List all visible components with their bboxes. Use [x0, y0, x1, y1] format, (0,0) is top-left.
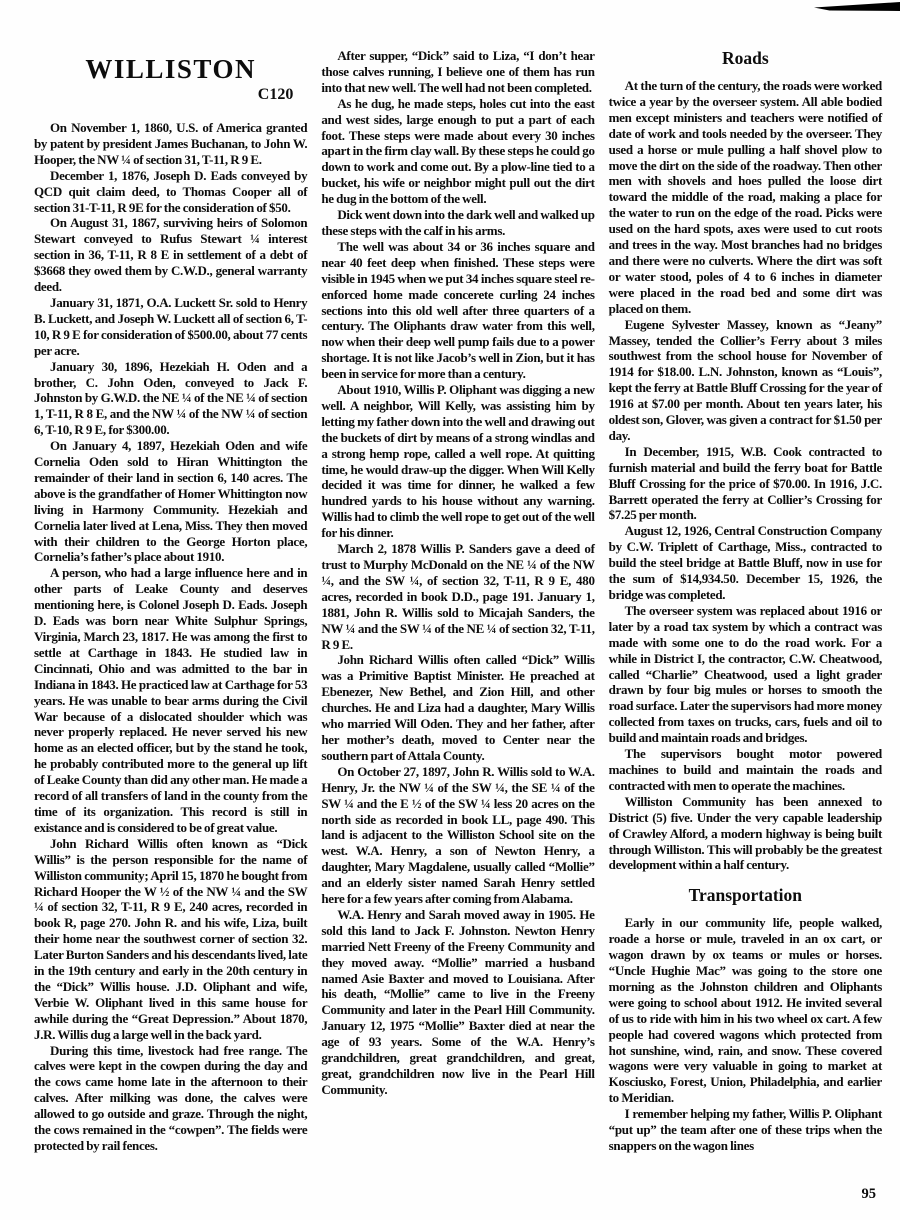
paragraph: January 31, 1871, O.A. Luckett Sr. sold to Henry B. Luckett, and Joseph W. Luckett all of section 6, T-10, R 9 E for consideration of $500.00, about 77 cents per acre.: [34, 294, 308, 358]
paragraph: In December, 1915, W.B. Cook contracted to furnish material and build the ferry boat for Battle Bluff Crossing for the price of $70.00. In 1916, J.C. Barrett operated the ferry at Collier’s Crossing for $7.25 per month.: [608, 443, 882, 523]
paragraph: The supervisors bought motor powered machines to build and maintain the roads and contracted with men to operate the machines.: [608, 746, 882, 793]
page-title: WILLISTON: [85, 54, 256, 84]
paragraph: December 1, 1876, Joseph D. Eads conveyed by QCD quit claim deed, to Thomas Cooper all of section 31-T-11, R 9E for the consideration of $50.: [34, 167, 308, 215]
paragraph: August 12, 1926, Central Construction Company by C.W. Triplett of Carthage, Miss., contracted to build the steel bridge at Battle Bluff, now in use for the sum of $14,934.50. December 15, 1926, the bridge was completed.: [608, 523, 882, 602]
column-1: [34, 48, 307, 1154]
paragraph: Williston Community has been annexed to District (5) five. Under the very capable leadership of Crawley Alford, a modern highway is being built through Williston. This will probably be the greatest development within a half century.: [608, 793, 882, 873]
column-3: [609, 48, 882, 1154]
paragraph: About 1910, Willis P. Oliphant was digging a new well. A neighbor, Will Kelly, was assisting him by letting my father down into the well and drawing out the buckets of dirt by means of a strong windlas and a strong hemp rope, called a well rope. At quitting time, he would draw-up the digger. When Will Kelly decided it was time for dinner, he walked a few hundred yards to his house without any warning. Willis had to climb the well rope to get out of the well for his dinner.: [321, 382, 595, 541]
paragraph: The well was about 34 or 36 inches square and near 40 feet deep when finished. These steps were visible in 1945 when we put 34 inches square steel re-enforced home made concerete curling 24 inches sections into this old well after three quarters of a century. The Oliphants draw water from this well, now when their deep well pump fails due to a power shortage. It is not like Jacob’s well in Zion, but it has been in service for more than a century.: [321, 238, 595, 382]
paragraph: On August 31, 1867, surviving heirs of Solomon Stewart conveyed to Rufus Stewart ¼ interest section in 36, T-11, R 8 E in settlement of a debt of $3668 they owed them by C.W.D., general warranty deed.: [34, 215, 308, 295]
section-code: C120: [257, 86, 294, 103]
paragraph: I remember helping my father, Willis P. Oliphant “put up” the team after one of these trips when the snappers on the wagon lines: [608, 1106, 882, 1153]
paragraph: January 30, 1896, Hezekiah H. Oden and a brother, C. John Oden, conveyed to Jack F. Johnston by G.W.D. the NE ¼ of the NE ¼ of section 1, T-11, R 8 E, and the NW ¼ of the NW ¼ of section 6, T-10, R 9 E, for $300.00.: [34, 358, 308, 438]
paragraph: On November 1, 1860, U.S. of America granted by patent by president James Buchanan, to John W. Hooper, the NW ¼ of section 31, T-11, R 9 E.: [34, 120, 308, 167]
paragraph: A person, who had a large influence here and in other parts of Leake County and deserves mentioning here, is Colonel Joseph D. Eads. Joseph D. Eads was born near White Sulphur Springs, Virginia, March 23, 1817. He was among the first to settle at Carthage in 1843. He studied law in Cincinnati, Ohio and was admitted to the bar in Indiana in 1843. He practiced law at Carthage for 53 years. He was unable to bear arms during the Civil War because of a dislocated shoulder which was never properly replaced. He never served his new home as an elected officer, but by the stand he took, he probably contributed more to the general up lift of Leake County than did any other man. He made a record of all transfers of land in the county from the time of its organization. This record is still in existance and is considered to be of great value.: [34, 565, 308, 835]
column-2: [321, 48, 594, 1154]
paragraph: The overseer system was replaced about 1916 or later by a road tax system by which a contract was made with some one to do the road work. For a while in District I, the contractor, C.W. Cheatwood, called “Charlie” Cheatwood, used a light grader drawn by four big mules or horses to smooth the road surface. Later the supervisors had more money collected from taxes on trucks, cars, fuels and oil to build and maintain roads and bridges.: [608, 602, 882, 746]
paragraph: March 2, 1878 Willis P. Sanders gave a deed of trust to Murphy McDonald on the NE ¼ of the NW ¼, and the SW ¼, of section 32, T-11, R 9 E, 480 acres, recorded in book D.D., page 191. January 1, 1881, John R. Willis sold to Micajah Sanders, the NW ¼ and the SW ¼ of the NE ¼ of section 32, T-11, R 9 E.: [321, 541, 595, 652]
paragraph: Dick went down into the dark well and walked up these steps with the calf in his arms.: [321, 207, 595, 238]
paragraph: John Richard Willis often called “Dick” Willis was a Primitive Baptist Minister. He preached at Ebenezer, New Bethel, and Zion Hill, and other churches. He and Liza had a daughter, Mary Willis who married Will Oden. They and her father, after her mother’s death, moved to Center near the southern part of Attala County.: [321, 652, 595, 763]
paragraph: On January 4, 1897, Hezekiah Oden and wife Cornelia Oden sold to Hiran Whittington the remainder of their land in section 6, 140 acres. The above is the grandfather of Homer Whittington now living in Harmony Community. Hezekiah and Cornelia later lived at Lena, Miss. They then moved with their children to the George Horton place, Cornelia’s father’s place about 1910.: [34, 438, 308, 565]
paragraph: On October 27, 1897, John R. Willis sold to W.A. Henry, Jr. the NW ¼ of the SW ¼, the SE ¼ of the SW ¼ and the E ½ of the SW ¼ less 20 acres on the north side as recorded in book LL, page 490. This land is adjacent to the Williston School site on the west. W.A. Henry, a son of Newton Henry, a daughter, Mary Magdalene, usually called “Mollie” and an elderly sister named Sarah Henry settled here for a few years after coming from Alabama.: [321, 763, 595, 907]
paragraph: During this time, livestock had free range. The calves were kept in the cowpen during the day and the cows came home late in the afternoon to their calves. After milking was done, the calves were allowed to go outside and graze. Through the night, the cows remained in the “cowpen”. The fields were protected by rail fences.: [34, 1042, 308, 1153]
paragraph: Eugene Sylvester Massey, known as “Jeany” Massey, tended the Collier’s Ferry about 3 miles southwest from the school house for November of 1914 for $18.00. L.N. Johnston, known as “Louis”, kept the ferry at Battle Bluff Crossing for the year of 1916 at $7.00 per month. About ten years later, his oldest son, Glover, was given a contract for $1.50 per day.: [608, 316, 882, 443]
paragraph: As he dug, he made steps, holes cut into the east and west sides, large enough to put a part of each foot. These steps were made about every 30 inches apart in the firm clay wall. By these steps he could go down to work and come out. By a plow-line tied to a bucket, his wife or neighbor might pull out the dirt he dug in the bottom of the well.: [321, 95, 595, 207]
heading-transportation: Transportation: [688, 885, 803, 906]
paragraph: W.A. Henry and Sarah moved away in 1905. He sold this land to Jack F. Johnston. Newton Henry married Nett Freeny of the Freeny Community and they moved away. “Mollie” married a husband named Asie Baxter and moved to Louisiana. After his death, “Mollie” came to live in the Freeny Community and later in the Pearl Hill Community. January 12, 1975 “Mollie” Baxter died at near the age of 93 years. Some of the W.A. Henry’s grandchildren, great grandchildren, and great, great, grandchildren now live in the Pearl Hill Community.: [321, 906, 595, 1097]
paragraph: At the turn of the century, the roads were worked twice a year by the overseer system. All able bodied men except ministers and teachers were notified of date of work and tools needed by the overseer. They used a horse or mule pulling a half shovel plow to move the dirt on the side of the roadway. Then other men with shovels and hoes pulled the loose dirt toward the middle of the road, making a place for the water to run on the edge of the road. Picks were used on the hard spots, axes were used to cut roots and trees in the way. Most branches had no bridges and there were no culverts. Where the dirt was soft or water stood, poles of 4 to 6 inches in diameter were placed in the road bed and some dirt was placed on them.: [608, 78, 882, 316]
paragraph: John Richard Willis often known as “Dick Willis” is the person responsible for the name of Williston community; April 15, 1870 he bought from Richard Hooper the W ½ of the NW ¼ and the SW ¼ of section 32, T-11, R 9 E, 240 acres, recorded in book R, page 270. John R. and his wife, Liza, built their home near the southwest corner of section 32. Later Burton Sanders and his descendants lived, late in the 19th century and early in the 20th century in the “Dick” Willis house. J.D. Oliphant and wife, Verbie W. Oliphant lived in this same house for awhile during the “Great Depression.” About 1870, J.R. Willis dug a large well in the back yard.: [34, 835, 308, 1042]
page-number: 95: [861, 1186, 876, 1202]
paragraph: Early in our community life, people walked, roade a horse or mule, traveled in an ox cart, or wagon drawn by ox teams or mules or horses. “Uncle Hughie Mac” was going to the store one morning as the Johnston children and Oliphants were going to school about 1912. He invited several of us to ride with him in his two wheel ox cart. A few people had covered wagons which protected from hot sunshine, wind, rain, and snow. These covered wagons were very valuable in going to market at Kosciusko, Forest, Union, Philadelphia, and earlier to Meridian.: [608, 915, 882, 1106]
paragraph: After supper, “Dick” said to Liza, “I don’t hear those calves running, I believe one of them has run into that new well. The well had not been completed.: [321, 48, 595, 95]
heading-roads: Roads: [721, 48, 769, 68]
